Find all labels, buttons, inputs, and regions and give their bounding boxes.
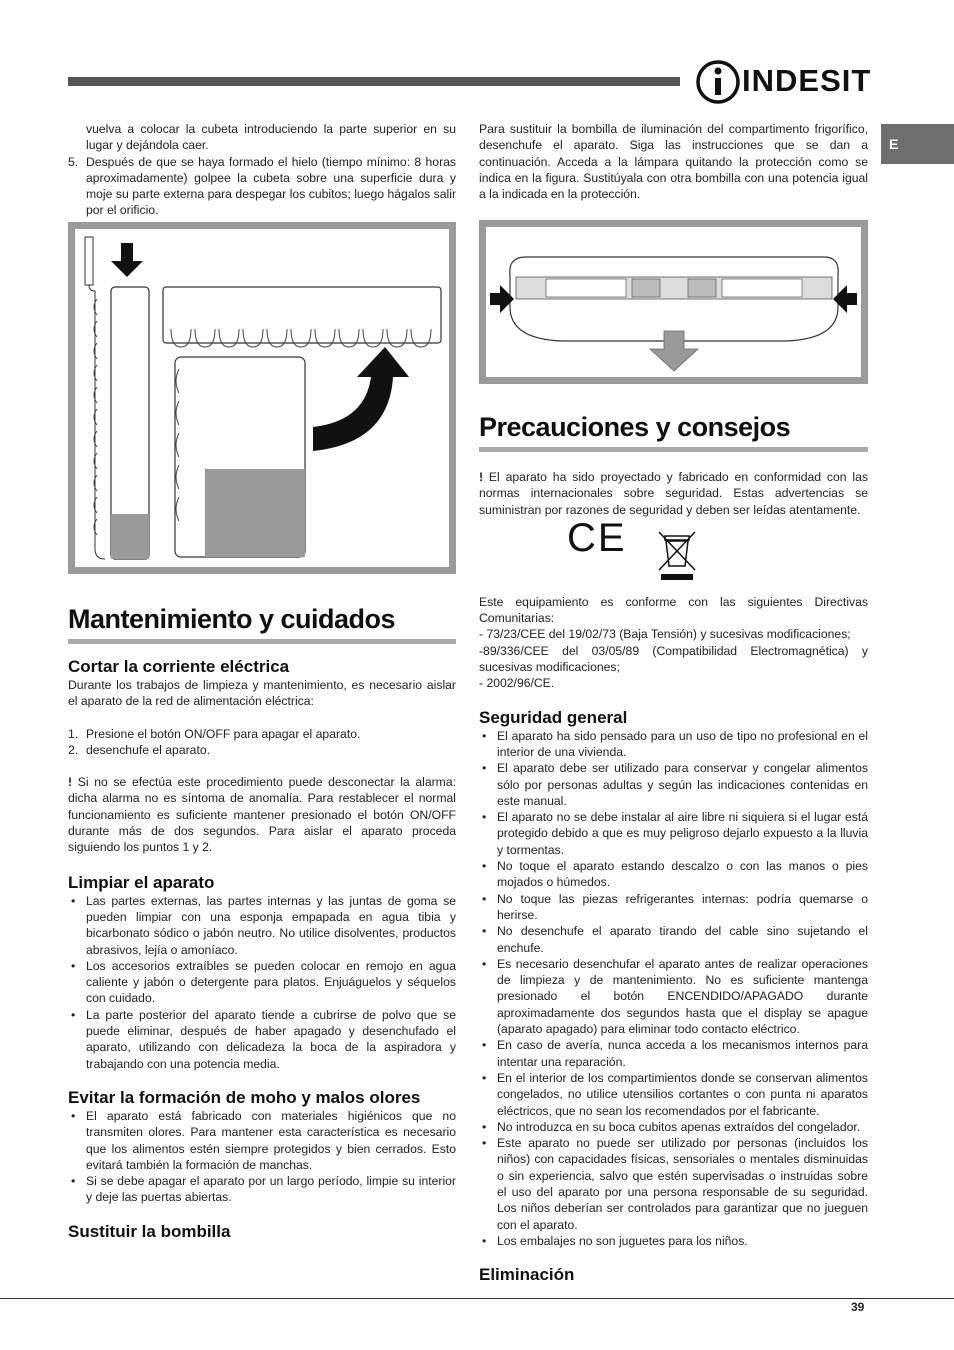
maintenance-title: Mantenimiento y cuidados xyxy=(68,602,456,644)
ce-mark: CE xyxy=(567,515,627,560)
cleaning-item: • Las partes externas, las partes internas y las juntas de goma se pueden limpiar con una esponja empapada en agua tibia y bicarbonato sódico o jabón neutro. No utilice disolventes, productos abrasivos, lejía o amoníaco. xyxy=(68,893,456,958)
mold-heading: Evitar la formación de moho y malos olores xyxy=(68,1087,421,1107)
safety-item: • No toque las piezas refrigerantes internas: podría quemarse o herirse. xyxy=(479,891,868,924)
step-5: 5. Después de que se haya formado el hielo (tiempo mínimo: 8 horas aproximadamente) golpee la cubeta sobre una superficie dura y moje su parte externa para despegar los cubitos; luego hágalos salir por el orificio. xyxy=(68,154,456,218)
certification-marks xyxy=(479,515,868,594)
disposal-heading: Eliminación xyxy=(479,1265,575,1285)
safety-item: • En el interior de los compartimientos donde se conservan alimentos congelados, no utilice utensilios cortantes o con punta ni aparatos eléctricos, que no sean los recomendados por el fabricante. xyxy=(479,1070,868,1119)
precautions-warning: ! El aparato ha sido proyectado y fabricado en conformidad con las normas internacionales sobre seguridad. Estas advertencias se suministran por razones de seguridad y deben ser leídas atentamente. xyxy=(479,470,868,517)
safety-heading: Seguridad general xyxy=(479,707,628,727)
mold-item: • El aparato está fabricado con materiales higiénicos que no transmiten olores. Para mantener esta característica es necesario que los alimentos estén siempre protegidos y bien cerrados. Esto evitará también la formación de manchas. xyxy=(68,1108,456,1173)
precautions-section xyxy=(479,410,868,1285)
directive-item: -89/336/CEE del 03/05/89 (Compatibilidad Electromagnética) y sucesivas modificaciones; xyxy=(479,643,868,675)
power-step-1: 1. Presione el botón ON/OFF para apagar el aparato. xyxy=(68,726,361,741)
safety-item: • El aparato ha sido pensado para un uso de tipo no profesional en el interior de una vivienda. xyxy=(479,728,868,761)
safety-item: • Este aparato no puede ser utilizado por personas (incluidos los niños) con capacidades físicas, sensoriales o mentales disminuidas o sin experiencia, salvo que estén supervisadas o instruidas sobre el uso del aparato por una persona responsable de su seguridad. Los niños deberían ser controlados para garantizar que no jueguen con el aparato. xyxy=(479,1135,868,1233)
intro-continuation: vuelva a colocar la cubeta introduciendo la parte superior en su lugar y dejándola caer. xyxy=(86,122,456,153)
directives-intro: Este equipamiento es conforme con las siguientes Directivas Comunitarias: xyxy=(479,594,868,626)
power-cut-heading: Cortar la corriente eléctrica xyxy=(68,657,290,676)
safety-item: • No introduzca en su boca cubitos apenas extraídos del congelador. xyxy=(479,1119,868,1135)
bulb-section xyxy=(479,121,868,202)
header-bar xyxy=(68,77,680,86)
safety-item: • No desenchufe el aparato tirando del cable sino sujetando el enchufe. xyxy=(479,923,868,956)
mold-item: • Si se debe apagar el aparato por un largo período, limpie su interior y deje las puertas abiertas. xyxy=(68,1173,456,1206)
directive-item: - 73/23/CEE del 19/02/73 (Baja Tensión) y sucesivas modificaciones; xyxy=(479,627,851,642)
power-cut-text: Durante los trabajos de limpieza y mantenimiento, es necesario aislar el aparato de la red de alimentación eléctrica: xyxy=(68,678,456,709)
ice-tray-figure xyxy=(68,222,456,574)
power-step-2: 2. desenchufe el aparato. xyxy=(68,742,210,757)
footer-rule xyxy=(0,1298,954,1299)
lamp-cover-figure xyxy=(479,220,868,384)
bulb-heading: Sustituir la bombilla xyxy=(68,1221,231,1241)
language-tab: E xyxy=(881,124,954,164)
left-intro xyxy=(68,121,456,219)
cleaning-item: • La parte posterior del aparato tiende a cubrirse de polvo que se puede eliminar, después de haber apagado y desenchufado el aparato, utilizando con delicadeza la boca de la aspiradora y trabajando con una potencia media. xyxy=(68,1007,456,1072)
brand-name: INDESIT xyxy=(742,63,872,98)
maintenance-section xyxy=(68,602,456,1242)
directive-item: - 2002/96/CE. xyxy=(479,676,555,691)
safety-item: • En caso de avería, nunca acceda a los mecanismos internos para intentar una reparación. xyxy=(479,1037,868,1070)
cleaning-item: • Los accesorios extraíbles se pueden colocar en remojo en agua caliente y jabón o detergente para platos. Enjuáguelos y séquelos con cuidado. xyxy=(68,958,456,1007)
safety-item: • Los embalajes no son juguetes para los niños. xyxy=(479,1233,868,1249)
power-warning: ! Si no se efectúa este procedimiento puede desconectar la alarma: dicha alarma no es síntoma de anomalía. Para restablecer el normal funcionamiento es suficiente mantener presionado el botón ON/OFF durante más de dos segundos. Para aislar el aparato proceda siguiendo los puntos 1 y 2. xyxy=(68,775,456,855)
logo-emblem-icon xyxy=(694,58,742,106)
safety-item: • No toque el aparato estando descalzo o con las manos o pies mojados o húmedos. xyxy=(479,858,868,891)
bulb-text: Para sustituir la bombilla de iluminación del compartimento frigorífico, desenchufe el aparato. Siga las instrucciones que se dan a continuación. Acceda a la lámpara quitando la protección como se indica en la figura. Sustitúyala con otra bombilla con una potencia igual a la indicada en la protección. xyxy=(479,122,868,202)
page-number: 39 xyxy=(851,1300,865,1314)
cleaning-heading: Limpiar el aparato xyxy=(68,872,215,892)
safety-item: • El aparato no se debe instalar al aire libre ni siquiera si el lugar está protegido debido a que es muy peligroso dejarlo expuesto a la lluvia y tormentas. xyxy=(479,809,868,858)
safety-item: • El aparato debe ser utilizado para conservar y congelar alimentos sólo por personas adultas y según las indicaciones contenidas en este manual. xyxy=(479,760,868,809)
weee-bin-icon xyxy=(655,526,699,582)
precautions-title: Precauciones y consejos xyxy=(479,410,868,452)
safety-item: • Es necesario desenchufar el aparato antes de realizar operaciones de limpieza y de mantenimiento. No es suficiente mantenga presionado el botón ENCENDIDO/APAGADO durante aproximadamente dos segundos hasta que el display se apague (aparato apagado) para eliminar todo contacto eléctrico. xyxy=(479,956,868,1037)
